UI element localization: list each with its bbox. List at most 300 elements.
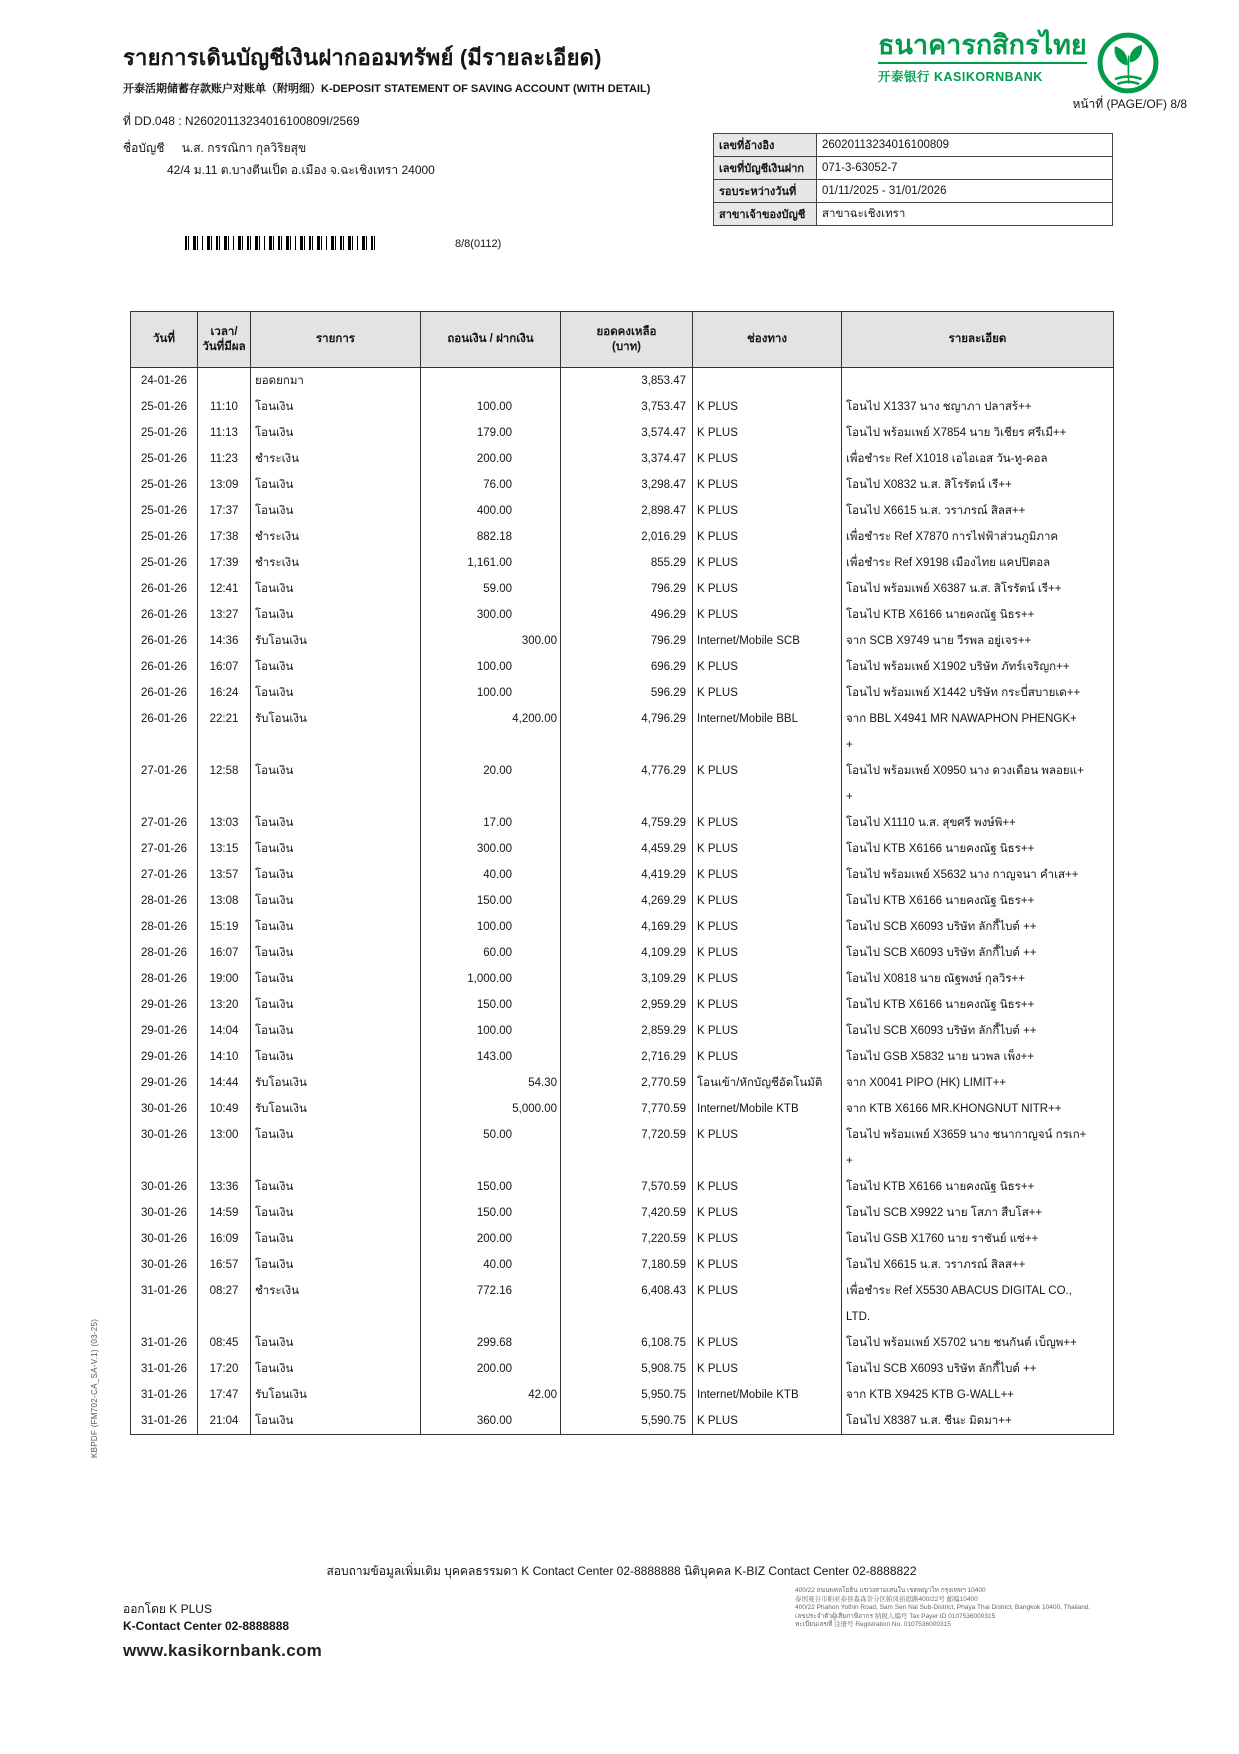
cell-item: ชำระเงิน (251, 446, 421, 472)
cell-channel: K PLUS (693, 394, 842, 420)
transaction-row (131, 1174, 1114, 1200)
cell-item: รับโอนเงิน (251, 1096, 421, 1122)
cell-detail: จาก BBL X4941 MR NAWAPHON PHENGK+ + (842, 706, 1114, 758)
cell-item: โอนเงิน (251, 472, 421, 498)
cell-balance: 2,898.47 (561, 498, 693, 524)
cell-channel: K PLUS (693, 1174, 842, 1200)
title-block (123, 40, 650, 96)
issued-block (123, 1601, 322, 1659)
cell-time: 14:44 (198, 1070, 251, 1096)
cell-time: 14:04 (198, 1018, 251, 1044)
cell-date: 29-01-26 (131, 1070, 198, 1096)
cell-time: 16:57 (198, 1252, 251, 1278)
transaction-row (131, 472, 1114, 498)
cell-amount: 59.00 (421, 576, 561, 602)
transaction-row (131, 940, 1114, 966)
cell-item: โอนเงิน (251, 1226, 421, 1252)
transaction-row (131, 1018, 1114, 1044)
cell-amount: 4,200.00 (421, 706, 561, 758)
cell-time: 10:49 (198, 1096, 251, 1122)
fine-print-line: 400/22 Phahon Yothin Road, Sam Sen Nai Sub-District, Phaya Thai District, Bangkok 10400, Thailand. (795, 1604, 1091, 1611)
transaction-row (131, 1070, 1114, 1096)
cell-balance: 4,796.29 (561, 706, 693, 758)
cell-item: โอนเงิน (251, 680, 421, 706)
cell-channel: K PLUS (693, 446, 842, 472)
cell-channel: K PLUS (693, 1408, 842, 1435)
cell-time: 16:07 (198, 654, 251, 680)
transaction-row (131, 368, 1114, 395)
cell-time: 16:07 (198, 940, 251, 966)
cell-time: 17:47 (198, 1382, 251, 1408)
fine-print-line: ทะเบียนเลขที่ 注册号 Registration No. 0107536000315 (795, 1621, 951, 1628)
cell-date: 27-01-26 (131, 836, 198, 862)
cell-detail: โอนไป พร้อมเพย์ X3659 นาง ชนากาญจน์ กรเก+ + (842, 1122, 1114, 1174)
cell-item: โอนเงิน (251, 758, 421, 810)
transaction-row (131, 1122, 1114, 1174)
transaction-row (131, 1252, 1114, 1278)
contact-center: K-Contact Center 02-8888888 (123, 1619, 290, 1633)
cell-detail: เพื่อชำระ Ref X1018 เอไอเอส วัน-ทู-คอล (842, 446, 1114, 472)
cell-time: 16:09 (198, 1226, 251, 1252)
cell-channel: K PLUS (693, 1252, 842, 1278)
cell-date: 25-01-26 (131, 446, 198, 472)
cell-detail: โอนไป พร้อมเพย์ X5702 นาย ชนกันต์ เบ็ญพ++ (842, 1330, 1114, 1356)
col-header-date: วันที่ (131, 312, 198, 368)
transaction-row (131, 394, 1114, 420)
bank-name-thai: ธนาคารกสิกรไทย (878, 30, 1087, 60)
cell-balance: 5,950.75 (561, 1382, 693, 1408)
cell-detail: โอนไป พร้อมเพย์ X0950 นาง ดวงเดือน พลอยแ+ + (842, 758, 1114, 810)
bank-name-sub: 开泰银行 KASIKORNBANK (878, 62, 1087, 85)
cell-detail: โอนไป พร้อมเพย์ X5632 นาง กาญจนา คำเส++ (842, 862, 1114, 888)
cell-amount: 200.00 (421, 1226, 561, 1252)
col-header-balance (561, 312, 693, 368)
cell-detail: โอนไป GSB X5832 นาย นวพล เพ็ง++ (842, 1044, 1114, 1070)
cell-item: โอนเงิน (251, 1200, 421, 1226)
col-header-item: รายการ (251, 312, 421, 368)
cell-item: รับโอนเงิน (251, 1382, 421, 1408)
account-address: 42/4 ม.11 ต.บางตีนเป็ด อ.เมือง จ.ฉะเชิงเทรา 24000 (167, 163, 435, 177)
document-number: ที่ DD.048 : N26020113234016100809I/2569 (123, 114, 360, 128)
cell-item: โอนเงิน (251, 1044, 421, 1070)
cell-balance: 4,759.29 (561, 810, 693, 836)
transaction-row (131, 420, 1114, 446)
cell-detail: โอนไป X6615 น.ส. วราภรณ์ สิลส++ (842, 1252, 1114, 1278)
cell-channel: K PLUS (693, 1018, 842, 1044)
cell-detail: จาก KTB X9425 KTB G-WALL++ (842, 1382, 1114, 1408)
cell-item: โอนเงิน (251, 940, 421, 966)
cell-balance: 7,770.59 (561, 1096, 693, 1122)
transaction-row (131, 1200, 1114, 1226)
cell-time: 14:59 (198, 1200, 251, 1226)
cell-date: 29-01-26 (131, 992, 198, 1018)
cell-item: โอนเงิน (251, 914, 421, 940)
cell-item: โอนเงิน (251, 1356, 421, 1382)
cell-date: 31-01-26 (131, 1356, 198, 1382)
page-title: รายการเดินบัญชีเงินฝากออมทรัพย์ (มีรายละเอียด) (123, 45, 602, 70)
cell-amount: 400.00 (421, 498, 561, 524)
cell-balance: 696.29 (561, 654, 693, 680)
account-info-label: เลขที่อ้างอิง (714, 134, 817, 157)
cell-item: รับโอนเงิน (251, 1070, 421, 1096)
col-header-channel: ช่องทาง (693, 312, 842, 368)
cell-time (198, 368, 251, 395)
cell-date: 26-01-26 (131, 602, 198, 628)
transaction-row (131, 1330, 1114, 1356)
cell-detail: โอนไป SCB X6093 บริษัท ลักกี้ไบต์ ++ (842, 914, 1114, 940)
cell-item: โอนเงิน (251, 888, 421, 914)
cell-detail: โอนไป X6615 น.ส. วราภรณ์ สิลส++ (842, 498, 1114, 524)
account-info-label: รอบระหว่างวันที่ (714, 180, 817, 203)
cell-item: โอนเงิน (251, 1122, 421, 1174)
cell-date: 26-01-26 (131, 576, 198, 602)
cell-balance: 4,109.29 (561, 940, 693, 966)
cell-detail: โอนไป KTB X6166 นายคงณัฐ นิธร++ (842, 888, 1114, 914)
cell-item: โอนเงิน (251, 836, 421, 862)
cell-channel: K PLUS (693, 550, 842, 576)
cell-date: 28-01-26 (131, 914, 198, 940)
account-info-box (713, 133, 1113, 226)
cell-channel: K PLUS (693, 680, 842, 706)
cell-balance: 3,374.47 (561, 446, 693, 472)
transactions-header (131, 312, 1114, 368)
cell-time: 22:21 (198, 706, 251, 758)
cell-channel (693, 368, 842, 395)
bank-wordmark (878, 30, 1087, 85)
cell-time: 12:41 (198, 576, 251, 602)
cell-detail: โอนไป KTB X6166 นายคงณัฐ นิธร++ (842, 836, 1114, 862)
col-header-time (198, 312, 251, 368)
cell-amount: 1,161.00 (421, 550, 561, 576)
fine-print-line: 泰国曼谷市帕亚泰县森森奈分区帕凤裕庭路400/22号 邮编10400 (795, 1595, 978, 1603)
cell-date: 28-01-26 (131, 888, 198, 914)
cell-detail: โอนไป GSB X1760 นาย ราชันย์ แซ่++ (842, 1226, 1114, 1252)
account-name-line (123, 139, 306, 158)
cell-detail: โอนไป พร้อมเพย์ X7854 นาย วิเชียร ศรีเมื++ (842, 420, 1114, 446)
cell-balance: 4,169.29 (561, 914, 693, 940)
cell-balance: 796.29 (561, 628, 693, 654)
cell-date: 24-01-26 (131, 368, 198, 395)
cell-date: 29-01-26 (131, 1018, 198, 1044)
cell-amount: 299.68 (421, 1330, 561, 1356)
account-info-value: สาขาฉะเชิงเทรา (817, 203, 1113, 226)
cell-balance: 2,770.59 (561, 1070, 693, 1096)
cell-amount: 40.00 (421, 862, 561, 888)
cell-detail: โอนไป X0832 น.ส. สิโรรัตน์ เรี++ (842, 472, 1114, 498)
cell-amount: 882.18 (421, 524, 561, 550)
cell-channel: K PLUS (693, 1356, 842, 1382)
cell-balance: 3,109.29 (561, 966, 693, 992)
col-header-detail: รายละเอียด (842, 312, 1114, 368)
cell-channel: K PLUS (693, 576, 842, 602)
cell-date: 28-01-26 (131, 966, 198, 992)
cell-amount: 1,000.00 (421, 966, 561, 992)
account-info-value: 01/11/2025 - 31/01/2026 (817, 180, 1113, 203)
cell-date: 29-01-26 (131, 1044, 198, 1070)
cell-amount: 5,000.00 (421, 1096, 561, 1122)
cell-item: ชำระเงิน (251, 524, 421, 550)
cell-amount: 200.00 (421, 1356, 561, 1382)
cell-detail: โอนไป KTB X6166 นายคงณัฐ นิธร++ (842, 1174, 1114, 1200)
transaction-row (131, 758, 1114, 810)
transaction-row (131, 576, 1114, 602)
cell-channel: K PLUS (693, 1122, 842, 1174)
cell-detail: เพื่อชำระ Ref X9198 เมืองไทย แคปปิตอล (842, 550, 1114, 576)
col-header-amount: ถอนเงิน / ฝากเงิน (421, 312, 561, 368)
cell-channel: K PLUS (693, 420, 842, 446)
cell-channel: K PLUS (693, 1278, 842, 1330)
cell-detail: โอนไป X1337 นาง ชญาภา ปลาสร้++ (842, 394, 1114, 420)
cell-time: 13:03 (198, 810, 251, 836)
transactions-table (130, 311, 1114, 1435)
cell-time: 13:36 (198, 1174, 251, 1200)
col-header-time-line2: วันที่มีผล (202, 340, 246, 353)
cell-time: 17:38 (198, 524, 251, 550)
cell-time: 19:00 (198, 966, 251, 992)
cell-amount: 179.00 (421, 420, 561, 446)
account-info-label: สาขาเจ้าของบัญชี (714, 203, 817, 226)
cell-amount: 300.00 (421, 628, 561, 654)
transactions-body (131, 368, 1114, 1435)
cell-detail: โอนไป SCB X9922 นาย โสภา สืบโส++ (842, 1200, 1114, 1226)
bank-address-fine-print (795, 1587, 1090, 1630)
cell-channel: K PLUS (693, 1330, 842, 1356)
cell-time: 17:20 (198, 1356, 251, 1382)
fine-print-line: 400/22 ถนนพหลโยธิน แขวงสามเสนใน เขตพญาไท กรุงเทพฯ 10400 (795, 1587, 986, 1594)
cell-channel: K PLUS (693, 654, 842, 680)
transaction-row (131, 862, 1114, 888)
cell-balance: 855.29 (561, 550, 693, 576)
cell-time: 21:04 (198, 1408, 251, 1435)
cell-amount: 300.00 (421, 602, 561, 628)
cell-balance: 3,853.47 (561, 368, 693, 395)
account-info-row (714, 134, 1113, 157)
cell-balance: 7,220.59 (561, 1226, 693, 1252)
cell-amount: 100.00 (421, 914, 561, 940)
cell-time: 16:24 (198, 680, 251, 706)
transaction-row (131, 628, 1114, 654)
transaction-row (131, 550, 1114, 576)
bank-website: www.kasikornbank.com (123, 1641, 323, 1660)
cell-detail (842, 368, 1114, 395)
cell-balance: 3,574.47 (561, 420, 693, 446)
transaction-row (131, 888, 1114, 914)
cell-item: โอนเงิน (251, 1174, 421, 1200)
cell-detail: โอนไป X0818 นาย ณัฐพงษ์ กุลวิร++ (842, 966, 1114, 992)
cell-balance: 2,959.29 (561, 992, 693, 1018)
account-info-row (714, 157, 1113, 180)
cell-channel: K PLUS (693, 472, 842, 498)
account-info-value: 071-3-63052-7 (817, 157, 1113, 180)
cell-detail: จาก SCB X9749 นาย วีรพล อยู่เจร++ (842, 628, 1114, 654)
cell-detail: โอนไป SCB X6093 บริษัท ลักกี้ไบต์ ++ (842, 1356, 1114, 1382)
barcode (185, 236, 377, 250)
transaction-row (131, 966, 1114, 992)
cell-date: 30-01-26 (131, 1226, 198, 1252)
cell-detail: เพื่อชำระ Ref X7870 การไฟฟ้าส่วนภูมิภาค (842, 524, 1114, 550)
cell-amount (421, 368, 561, 395)
col-header-balance-line1: ยอดคงเหลือ (596, 325, 657, 338)
cell-amount: 40.00 (421, 1252, 561, 1278)
account-name: น.ส. กรรณิกา กุลวิริยสุข (181, 141, 307, 155)
cell-channel: K PLUS (693, 758, 842, 810)
transaction-row (131, 836, 1114, 862)
cell-item: โอนเงิน (251, 498, 421, 524)
cell-date: 27-01-26 (131, 862, 198, 888)
cell-detail: โอนไป KTB X6166 นายคงณัฐ นิธร++ (842, 602, 1114, 628)
cell-item: โอนเงิน (251, 1330, 421, 1356)
cell-amount: 100.00 (421, 394, 561, 420)
cell-date: 26-01-26 (131, 706, 198, 758)
cell-item: โอนเงิน (251, 810, 421, 836)
cell-item: โอนเงิน (251, 602, 421, 628)
cell-date: 26-01-26 (131, 654, 198, 680)
account-info-row (714, 203, 1113, 226)
cell-channel: K PLUS (693, 966, 842, 992)
cell-amount: 200.00 (421, 446, 561, 472)
col-header-time-line1: เวลา/ (210, 325, 238, 338)
cell-channel: K PLUS (693, 862, 842, 888)
cell-item: โอนเงิน (251, 966, 421, 992)
transaction-row (131, 992, 1114, 1018)
cell-balance: 4,269.29 (561, 888, 693, 914)
cell-detail: โอนไป SCB X6093 บริษัท ลักกี้ไบต์ ++ (842, 1018, 1114, 1044)
cell-date: 31-01-26 (131, 1278, 198, 1330)
cell-time: 13:20 (198, 992, 251, 1018)
barcode-text: 8/8(0112) (455, 238, 502, 250)
cell-date: 25-01-26 (131, 472, 198, 498)
cell-time: 11:23 (198, 446, 251, 472)
cell-channel: K PLUS (693, 524, 842, 550)
cell-amount: 100.00 (421, 680, 561, 706)
cell-date: 27-01-26 (131, 758, 198, 810)
cell-time: 13:27 (198, 602, 251, 628)
cell-amount: 76.00 (421, 472, 561, 498)
account-info-value: 26020113234016100809 (817, 134, 1113, 157)
cell-time: 12:58 (198, 758, 251, 810)
fine-print-line: เลขประจำตัวผู้เสียภาษีอากร 纳税人编号 Tax Payer ID 0107536000315 (795, 1612, 996, 1620)
cell-item: โอนเงิน (251, 862, 421, 888)
cell-channel: K PLUS (693, 498, 842, 524)
cell-item: โอนเงิน (251, 1252, 421, 1278)
cell-date: 30-01-26 (131, 1252, 198, 1278)
cell-time: 13:00 (198, 1122, 251, 1174)
cell-time: 15:19 (198, 914, 251, 940)
cell-channel: K PLUS (693, 1200, 842, 1226)
bank-logo (878, 30, 1159, 94)
cell-date: 25-01-26 (131, 550, 198, 576)
cell-time: 17:37 (198, 498, 251, 524)
cell-balance: 7,720.59 (561, 1122, 693, 1174)
cell-detail: จาก KTB X6166 MR.KHONGNUT NITR++ (842, 1096, 1114, 1122)
transaction-row (131, 654, 1114, 680)
cell-balance: 7,570.59 (561, 1174, 693, 1200)
cell-time: 14:10 (198, 1044, 251, 1070)
cell-balance: 4,459.29 (561, 836, 693, 862)
page-of-label: หน้าที่ (PAGE/OF) 8/8 (1072, 97, 1187, 111)
cell-balance: 2,716.29 (561, 1044, 693, 1070)
cell-channel: K PLUS (693, 602, 842, 628)
account-info-label: เลขที่บัญชีเงินฝาก (714, 157, 817, 180)
cell-time: 13:09 (198, 472, 251, 498)
cell-date: 25-01-26 (131, 524, 198, 550)
cell-balance: 7,420.59 (561, 1200, 693, 1226)
cell-detail: เพื่อชำระ Ref X5530 ABACUS DIGITAL CO., LTD. (842, 1278, 1114, 1330)
cell-channel: Internet/Mobile SCB (693, 628, 842, 654)
cell-item: โอนเงิน (251, 420, 421, 446)
transaction-row (131, 446, 1114, 472)
cell-time: 14:36 (198, 628, 251, 654)
form-code-side-note: KBPDF (FM702-CA_SA-V.1) (03-25) (90, 1318, 99, 1458)
cell-balance: 7,180.59 (561, 1252, 693, 1278)
cell-time: 17:39 (198, 550, 251, 576)
cell-item: โอนเงิน (251, 576, 421, 602)
cell-amount: 100.00 (421, 654, 561, 680)
page-subtitle: 开泰活期储蓄存款账户对账单（附明细）K-DEPOSIT STATEMENT OF SAVING ACCOUNT (WITH DETAIL) (123, 83, 651, 95)
cell-time: 13:15 (198, 836, 251, 862)
cell-balance: 5,908.75 (561, 1356, 693, 1382)
transaction-row (131, 810, 1114, 836)
cell-date: 30-01-26 (131, 1200, 198, 1226)
cell-detail: โอนไป พร้อมเพย์ X1902 บริษัท ภัทร์เจริญก++ (842, 654, 1114, 680)
cell-date: 26-01-26 (131, 680, 198, 706)
cell-channel: K PLUS (693, 888, 842, 914)
cell-detail: โอนไป SCB X6093 บริษัท ลักกี้ไบต์ ++ (842, 940, 1114, 966)
transaction-row (131, 1408, 1114, 1435)
cell-amount: 17.00 (421, 810, 561, 836)
cell-detail: โอนไป พร้อมเพย์ X6387 น.ส. สิโรรัตน์ เรี++ (842, 576, 1114, 602)
cell-date: 31-01-26 (131, 1382, 198, 1408)
cell-item: โอนเงิน (251, 394, 421, 420)
cell-amount: 150.00 (421, 992, 561, 1018)
cell-amount: 50.00 (421, 1122, 561, 1174)
cell-channel: K PLUS (693, 992, 842, 1018)
cell-time: 13:08 (198, 888, 251, 914)
transaction-row (131, 1044, 1114, 1070)
cell-balance: 6,108.75 (561, 1330, 693, 1356)
cell-balance: 6,408.43 (561, 1278, 693, 1330)
account-info-body (714, 134, 1113, 226)
cell-amount: 772.16 (421, 1278, 561, 1330)
cell-item: ชำระเงิน (251, 550, 421, 576)
cell-channel: Internet/Mobile KTB (693, 1382, 842, 1408)
cell-amount: 150.00 (421, 1200, 561, 1226)
cell-item: รับโอนเงิน (251, 706, 421, 758)
cell-date: 25-01-26 (131, 394, 198, 420)
kasikorn-sprout-icon (1097, 32, 1159, 94)
cell-time: 11:10 (198, 394, 251, 420)
contact-info-line: สอบถามข้อมูลเพิ่มเติม บุคคลธรรมดา K Contact Center 02-8888888 นิติบุคคล K-BIZ Contact Center 02-8888822 (326, 1564, 917, 1578)
cell-balance: 596.29 (561, 680, 693, 706)
cell-item: โอนเงิน (251, 1408, 421, 1435)
cell-time: 08:45 (198, 1330, 251, 1356)
cell-amount: 143.00 (421, 1044, 561, 1070)
cell-channel: โอนเข้า/หักบัญชีอัตโนมัติ (693, 1070, 842, 1096)
transaction-row (131, 1382, 1114, 1408)
cell-date: 25-01-26 (131, 498, 198, 524)
cell-amount: 300.00 (421, 836, 561, 862)
cell-channel: K PLUS (693, 1226, 842, 1252)
cell-amount: 60.00 (421, 940, 561, 966)
cell-date: 28-01-26 (131, 940, 198, 966)
transaction-row (131, 680, 1114, 706)
cell-balance: 4,419.29 (561, 862, 693, 888)
cell-balance: 3,298.47 (561, 472, 693, 498)
cell-channel: K PLUS (693, 836, 842, 862)
cell-balance: 2,016.29 (561, 524, 693, 550)
cell-amount: 360.00 (421, 1408, 561, 1435)
transaction-row (131, 914, 1114, 940)
